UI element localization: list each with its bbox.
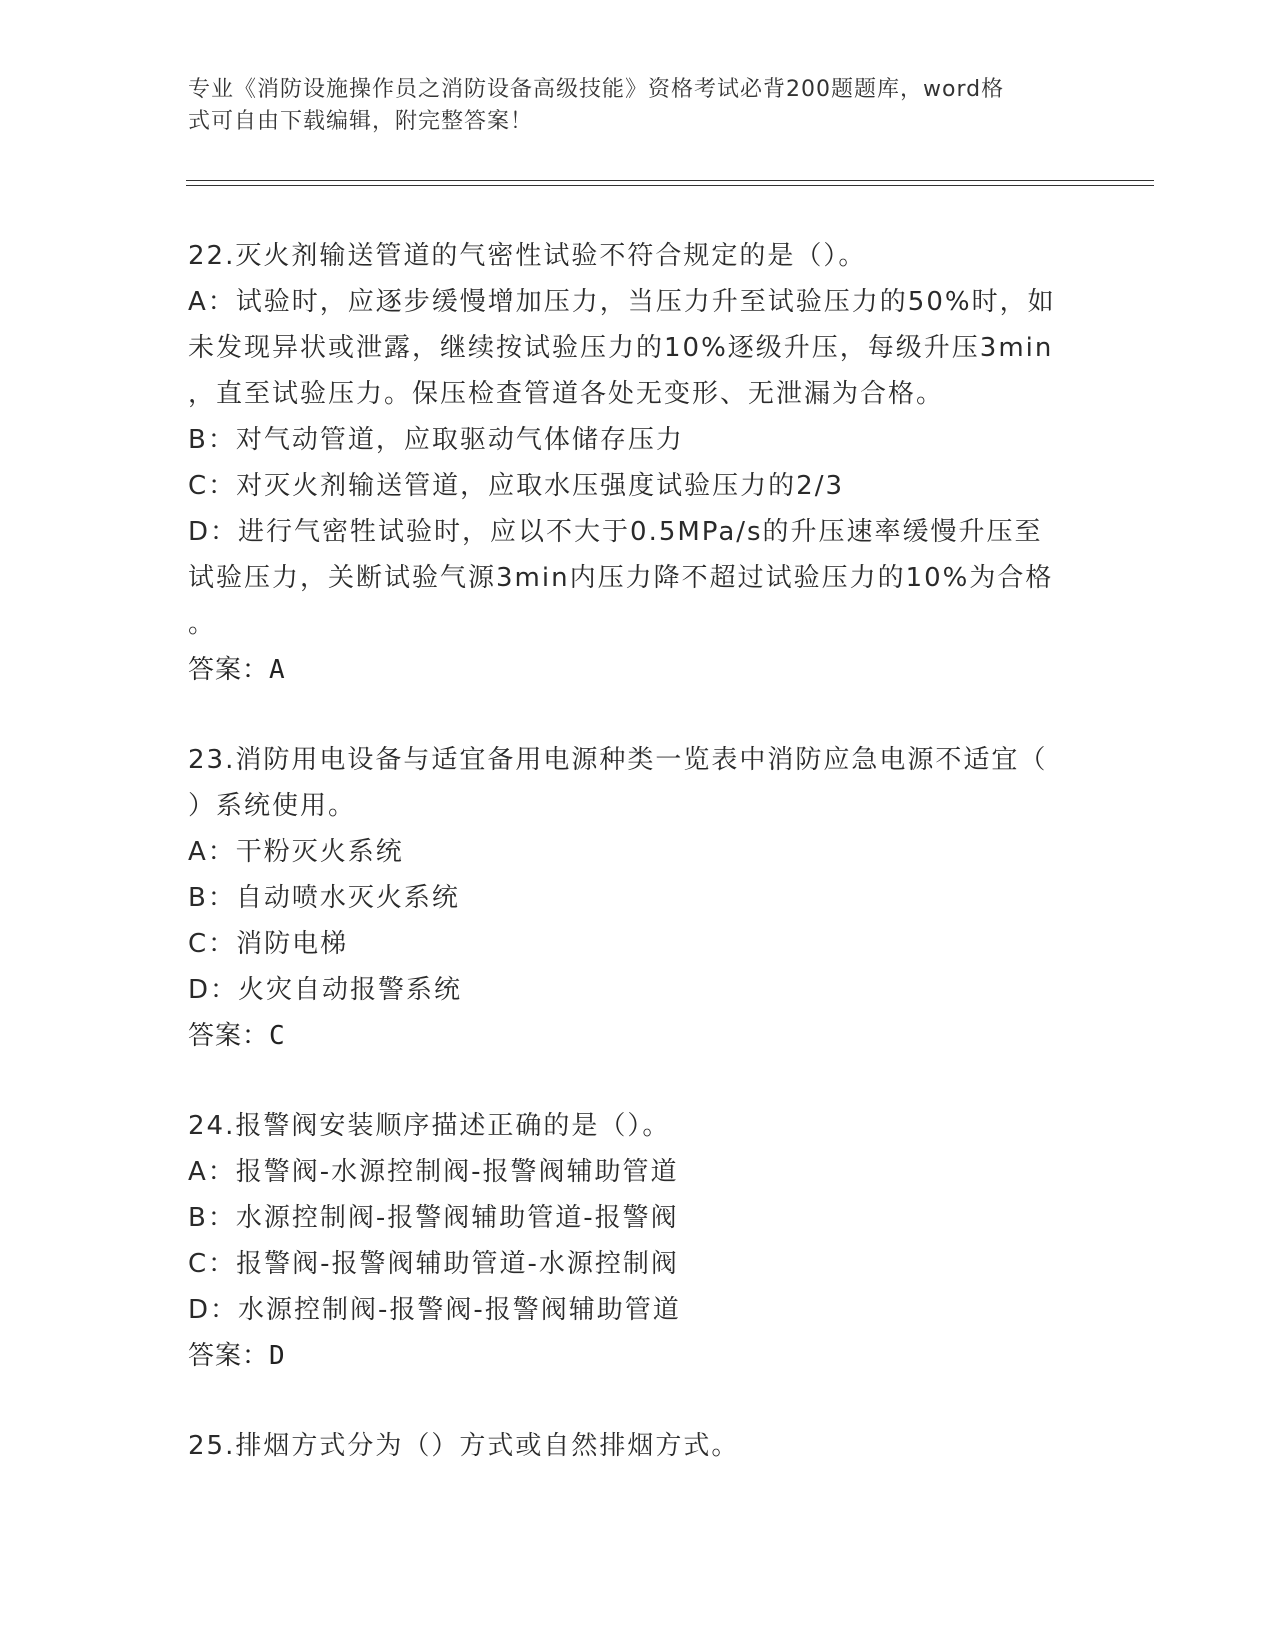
- option-b: B：水源控制阀-报警阀辅助管道-报警阀: [188, 1203, 679, 1233]
- header-line: 专业《消防设施操作员之消防设备高级技能》资格考试必背200题题库，word格: [188, 77, 1005, 102]
- question-text: 25.排烟方式分为（）方式或自然排烟方式。: [188, 1431, 740, 1461]
- option-d: D：水源控制阀-报警阀-报警阀辅助管道: [188, 1295, 681, 1325]
- option-a: A：试验时，应逐步缓慢增加压力，当压力升至试验压力的50%时，如: [188, 287, 1056, 317]
- question-25: [188, 1423, 1078, 1469]
- answer: 答案：C: [188, 1021, 286, 1051]
- answer: 答案：A: [188, 655, 286, 685]
- option-d: D：进行气密牲试验时，应以不大于0.5MPa/s的升压速率缓慢升压至: [188, 517, 1043, 547]
- option-b: B：自动喷水灭火系统: [188, 883, 460, 913]
- option-a-cont: ，直至试验压力。保压检查管道各处无变形、无泄漏为合格。: [188, 379, 945, 409]
- question-text: 24.报警阀安装顺序描述正确的是（）。: [188, 1111, 671, 1141]
- header-line: 式可自由下载编辑，附完整答案！: [188, 109, 534, 134]
- header-divider: [186, 180, 1154, 181]
- document-header: [188, 74, 1068, 138]
- option-c: C：对灭火剂输送管道，应取水压强度试验压力的2/3: [188, 471, 844, 501]
- option-c: C：消防电梯: [188, 929, 349, 959]
- option-c: C：报警阀-报警阀辅助管道-水源控制阀: [188, 1249, 679, 1279]
- option-d: D：火灾自动报警系统: [188, 975, 463, 1005]
- option-b: B：对气动管道，应取驱动气体储存压力: [188, 425, 684, 455]
- option-d-cont: 试验压力，关断试验气源3min内压力降不超过试验压力的10%为合格: [188, 563, 1054, 593]
- option-a-cont: 未发现异状或泄露，继续按试验压力的10%逐级升压，每级升压3min: [188, 333, 1054, 363]
- question-24: [188, 1103, 1078, 1379]
- header-divider: [186, 185, 1154, 186]
- answer: 答案：D: [188, 1341, 286, 1371]
- option-a: A：干粉灭火系统: [188, 837, 404, 867]
- question-23: [188, 737, 1078, 1059]
- option-a: A：报警阀-水源控制阀-报警阀辅助管道: [188, 1157, 679, 1187]
- question-22: [188, 233, 1078, 693]
- question-text-cont: ）系统使用。: [188, 791, 357, 821]
- option-d-cont: 。: [188, 609, 217, 639]
- question-text: 23.消防用电设备与适宜备用电源种类一览表中消防应急电源不适宜（: [188, 745, 1048, 775]
- question-list: [188, 233, 1078, 1513]
- question-text: 22.灭火剂输送管道的气密性试验不符合规定的是（）。: [188, 241, 867, 271]
